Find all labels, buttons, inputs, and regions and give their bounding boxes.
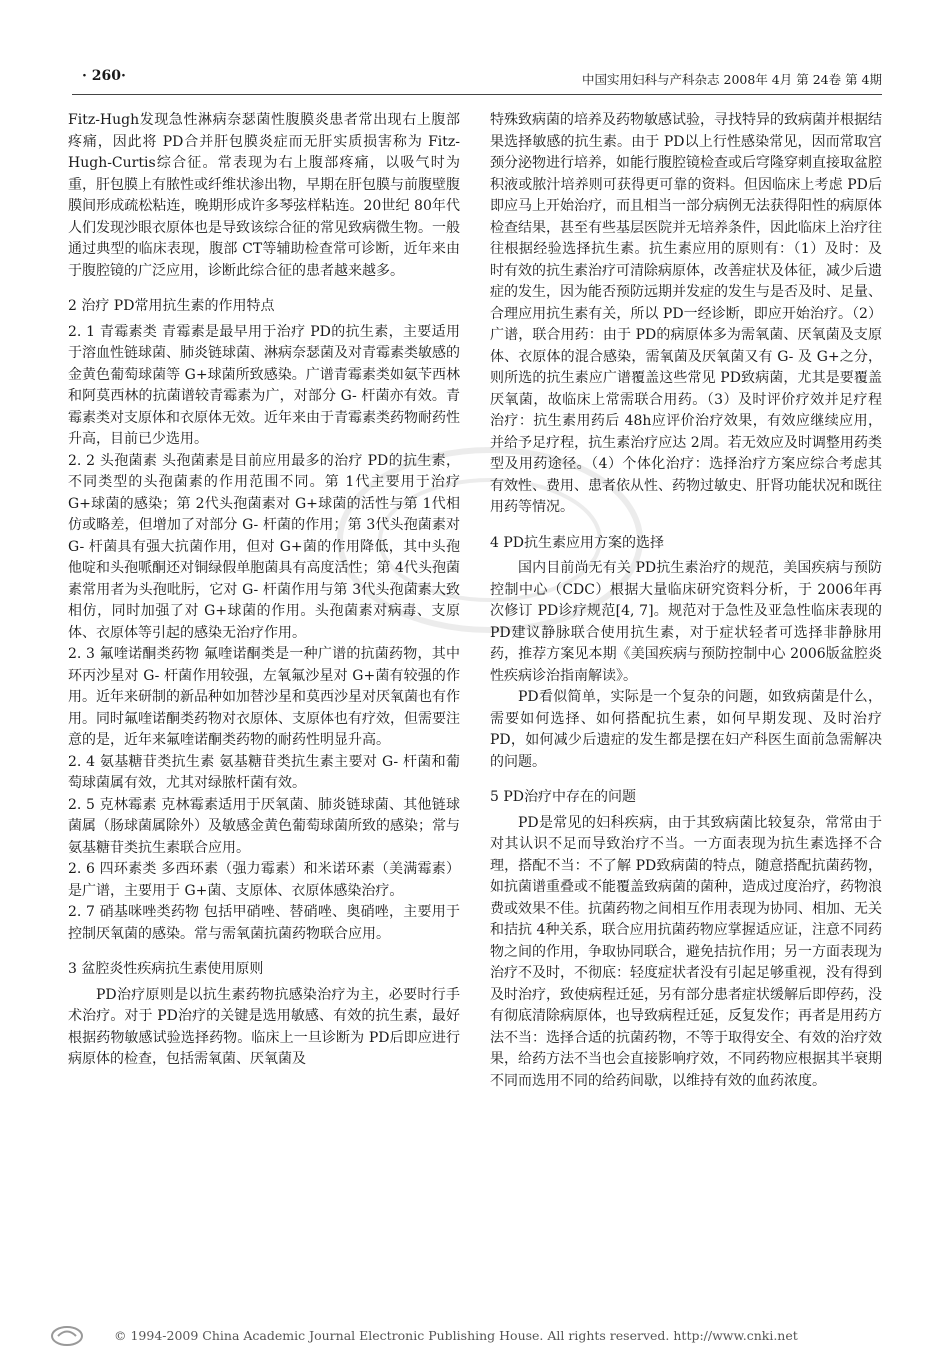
section-heading: 4 PD抗生素应用方案的选择 xyxy=(490,534,665,551)
paragraph: Fitz-Hugh发现急性淋病奈瑟菌性腹膜炎患者常出现右上腹部疼痛，因此将 PD合并肝包膜炎症而无肝实质损害称为 Fitz-Hugh-Curtis综合征。常表现为右上腹部疼痛，以吸气时为重，肝包膜上有脓性或纤维状渗出物，早期在肝包膜与前腹壁腹膜间形成疏松粘连，晚期形成许多琴弦样粘连。20世纪 80年代人们发现沙眼衣原体也是导致该综合征的常见致病微生物。一般通过典型的临床表现，腹部 CT等辅助检查常可诊断，近年来由于腹腔镜的广泛应用，诊断此综合征的患者越来越多。 xyxy=(68,112,460,279)
right-column xyxy=(490,110,882,1092)
subsection-paragraph: 2. 5 克林霉素 克林霉素适用于厌氧菌、肺炎链球菌、其他链球菌属（肠球菌属除外）及敏感金黄色葡萄球菌所致的感染；常与氨基糖苷类抗生素联合应用。 xyxy=(68,796,460,856)
header-rule xyxy=(72,94,882,95)
paragraph: 国内目前尚无有关 PD抗生素治疗的规范，美国疾病与预防控制中心（CDC）根据大量临床研究资料分析，于 2006年再次修订 PD诊疗规范[4, 7]。规范对于急性及亚急性临床表现的 PD建议静脉联合使用抗生素，对于症状轻者可选择非静脉用药，推荐方案见本期《美国疾病与预防控制中心 2006版盆腔炎性疾病诊治指南解读》。 xyxy=(490,560,882,684)
section-heading: 5 PD治疗中存在的问题 xyxy=(490,789,637,805)
page-header xyxy=(72,68,882,88)
subsection-paragraph: 2. 6 四环素类 多西环素（强力霉素）和米诺环素（美满霉素）是广谱，主要用于 G+菌、支原体、衣原体感染治疗。 xyxy=(68,861,460,899)
page-number: · 260· xyxy=(82,68,126,84)
cnki-logo-icon xyxy=(50,1325,84,1347)
paragraph: PD看似简单，实际是一个复杂的问题，如致病菌是什么，需要如何选择、如何搭配抗生素，如何早期发现、及时治疗 PD，如何减少后遗症的发生都是摆在妇产科医生面前急需解决的问题。 xyxy=(490,689,882,770)
subsection-paragraph: 2. 3 氟喹诺酮类药物 氟喹诺酮类是一种广谱的抗菌药物，其中环丙沙星对 G- 杆菌作用较强，左氧氟沙星对 G+菌有较强的作用。近年来研制的新品种如加替沙星和莫西沙星对厌氧菌也有作用。同时氟喹诺酮类药物对衣原体、支原体也有疗效，但需要注意的是，近年来氟喹诺酮类药物的耐药性明显升高。 xyxy=(68,646,460,748)
paragraph: 特殊致病菌的培养及药物敏感试验，寻找特异的致病菌并根据结果选择敏感的抗生素。由于 PD以上行性感染常见，因而常取宫颈分泌物进行培养，如能行腹腔镜检查或后穹隆穿刺直接取盆腔积液或脓汁培养则可获得更可靠的资料。但因临床上考虑 PD后即应马上开始治疗，而且相当一部分病例无法获得阳性的病原体检查结果，甚至有些基层医院并无培养条件，因此临床上治疗往往根据经验选择抗生素。抗生素应用的原则有：（1）及时：及时有效的抗生素治疗可清除病原体，改善症状及体征，减少后遗症的发生，因为能否预防远期并发症的发生与是否及时、足量、合理应用抗生素有关，所以 PD一经诊断，即应开始治疗。（2）广谱，联合用药：由于 PD的病原体多为需氧菌、厌氧菌及支原体、衣原体的混合感染，需氧菌及厌氧菌又有 G- 及 G+之分，则所选的抗生素应广谱覆盖这些常见 PD致病菌，尤其是要覆盖厌氧菌，故临床上常需联合用药。（3）及时评价疗效并足疗程治疗：抗生素用药后 48h应评价治疗效果，有效应继续应用，并给予足疗程，抗生素治疗应达 2周。若无效应及时调整用药类型及用药途径。（4）个体化治疗：选择治疗方案应综合考虑其有效性、费用、患者依从性、药物过敏史、肝肾功能状况和既往用药等情况。 xyxy=(490,112,882,515)
subsection-paragraph: 2. 7 硝基咪唑类药物 包括甲硝唑、替硝唑、奥硝唑，主要用于控制厌氧菌的感染。常与需氧菌抗菌药物联合应用。 xyxy=(68,904,460,942)
section-heading: 3 盆腔炎性疾病抗生素使用原则 xyxy=(68,961,264,977)
section-heading: 2 治疗 PD常用抗生素的作用特点 xyxy=(68,298,275,314)
journal-citation: 中国实用妇科与产科杂志 2008年 4月 第 24卷 第 4期 xyxy=(582,72,882,87)
copyright-notice: © 1994-2009 China Academic Journal Electronic Publishing House. All rights reserved. http://www.cnki.net xyxy=(114,1328,798,1343)
left-column xyxy=(68,110,460,1071)
paragraph: PD治疗原则是以抗生素药物抗感染治疗为主，必要时行手术治疗。对于 PD治疗的关键是选用敏感、有效的抗生素，最好根据药物敏感试验选择药物。临床上一旦诊断为 PD后即应进行病原体的检查，包括需氧菌、厌氧菌及 xyxy=(68,986,460,1067)
paragraph: PD是常见的妇科疾病，由于其致病菌比较复杂，常常由于对其认识不足而导致治疗不当。一方面表现为抗生素选择不合理，搭配不当：不了解 PD致病菌的特点，随意搭配抗菌药物，如抗菌谱重叠或不能覆盖致病菌的菌种，造成过度治疗，药物浪费或效果不佳。抗菌药物之间相互作用表现为协同、相加、无关和拮抗 4种关系，联合应用抗菌药物应掌握适应证，注意不同药物之间的作用，争取协同联合，避免拮抗作用；另一方面表现为治疗不及时，不彻底：轻度症状者没有引起足够重视，没有得到及时治疗，致使病程迁延，另有部分患者症状缓解后即停药，没有彻底清除病原体，也导致病程迁延，反复发作；再者是用药方法不当：选择合适的抗菌药物，不等于取得安全、有效的治疗效果，给药方法不当也会直接影响疗效，不同药物应根据其半衰期不同而选用不同的给药间歇，以维持有效的血药浓度。 xyxy=(490,814,882,1089)
subsection-paragraph: 2. 4 氨基糖苷类抗生素 氨基糖苷类抗生素主要对 G- 杆菌和葡萄球菌属有效，尤其对绿脓杆菌有效。 xyxy=(68,753,460,791)
subsection-paragraph: 2. 1 青霉素类 青霉素是最早用于治疗 PD的抗生素，主要适用于溶血性链球菌、肺炎链球菌、淋病奈瑟菌及对青霉素类敏感的金黄色葡萄球菌等 G+球菌所致感染。广谱青霉素类如氨苄西林和阿莫西林的抗菌谱较青霉素为广，对部分 G- 杆菌亦有效。青霉素类对支原体和衣原体无效。近年来由于青霉素类药物耐药性升高，目前已少选用。 xyxy=(68,323,460,447)
subsection-paragraph: 2. 2 头孢菌素 头孢菌素是目前应用最多的治疗 PD的抗生素，不同类型的头孢菌素的作用范围不同。第 1代主要用于治疗 G+球菌的感染；第 2代头孢菌素对 G+球菌的活性与第 1代相仿或略差，但增加了对部分 G- 杆菌的作用；第 3代头孢菌素对 G- 杆菌具有强大抗菌作用，但对 G+菌的作用降低，其中头孢他啶和头孢哌酮还对铜绿假单胞菌具有高度活性；第 4代头孢菌素常用者为头孢吡肟，它对 G- 杆菌作用与第 3代头孢菌素大致相仿，同时加强了对 G+球菌的作用。头孢菌素对病毒、支原体、衣原体等引起的感染无治疗作用。 xyxy=(68,452,460,641)
page-footer xyxy=(50,1325,910,1349)
